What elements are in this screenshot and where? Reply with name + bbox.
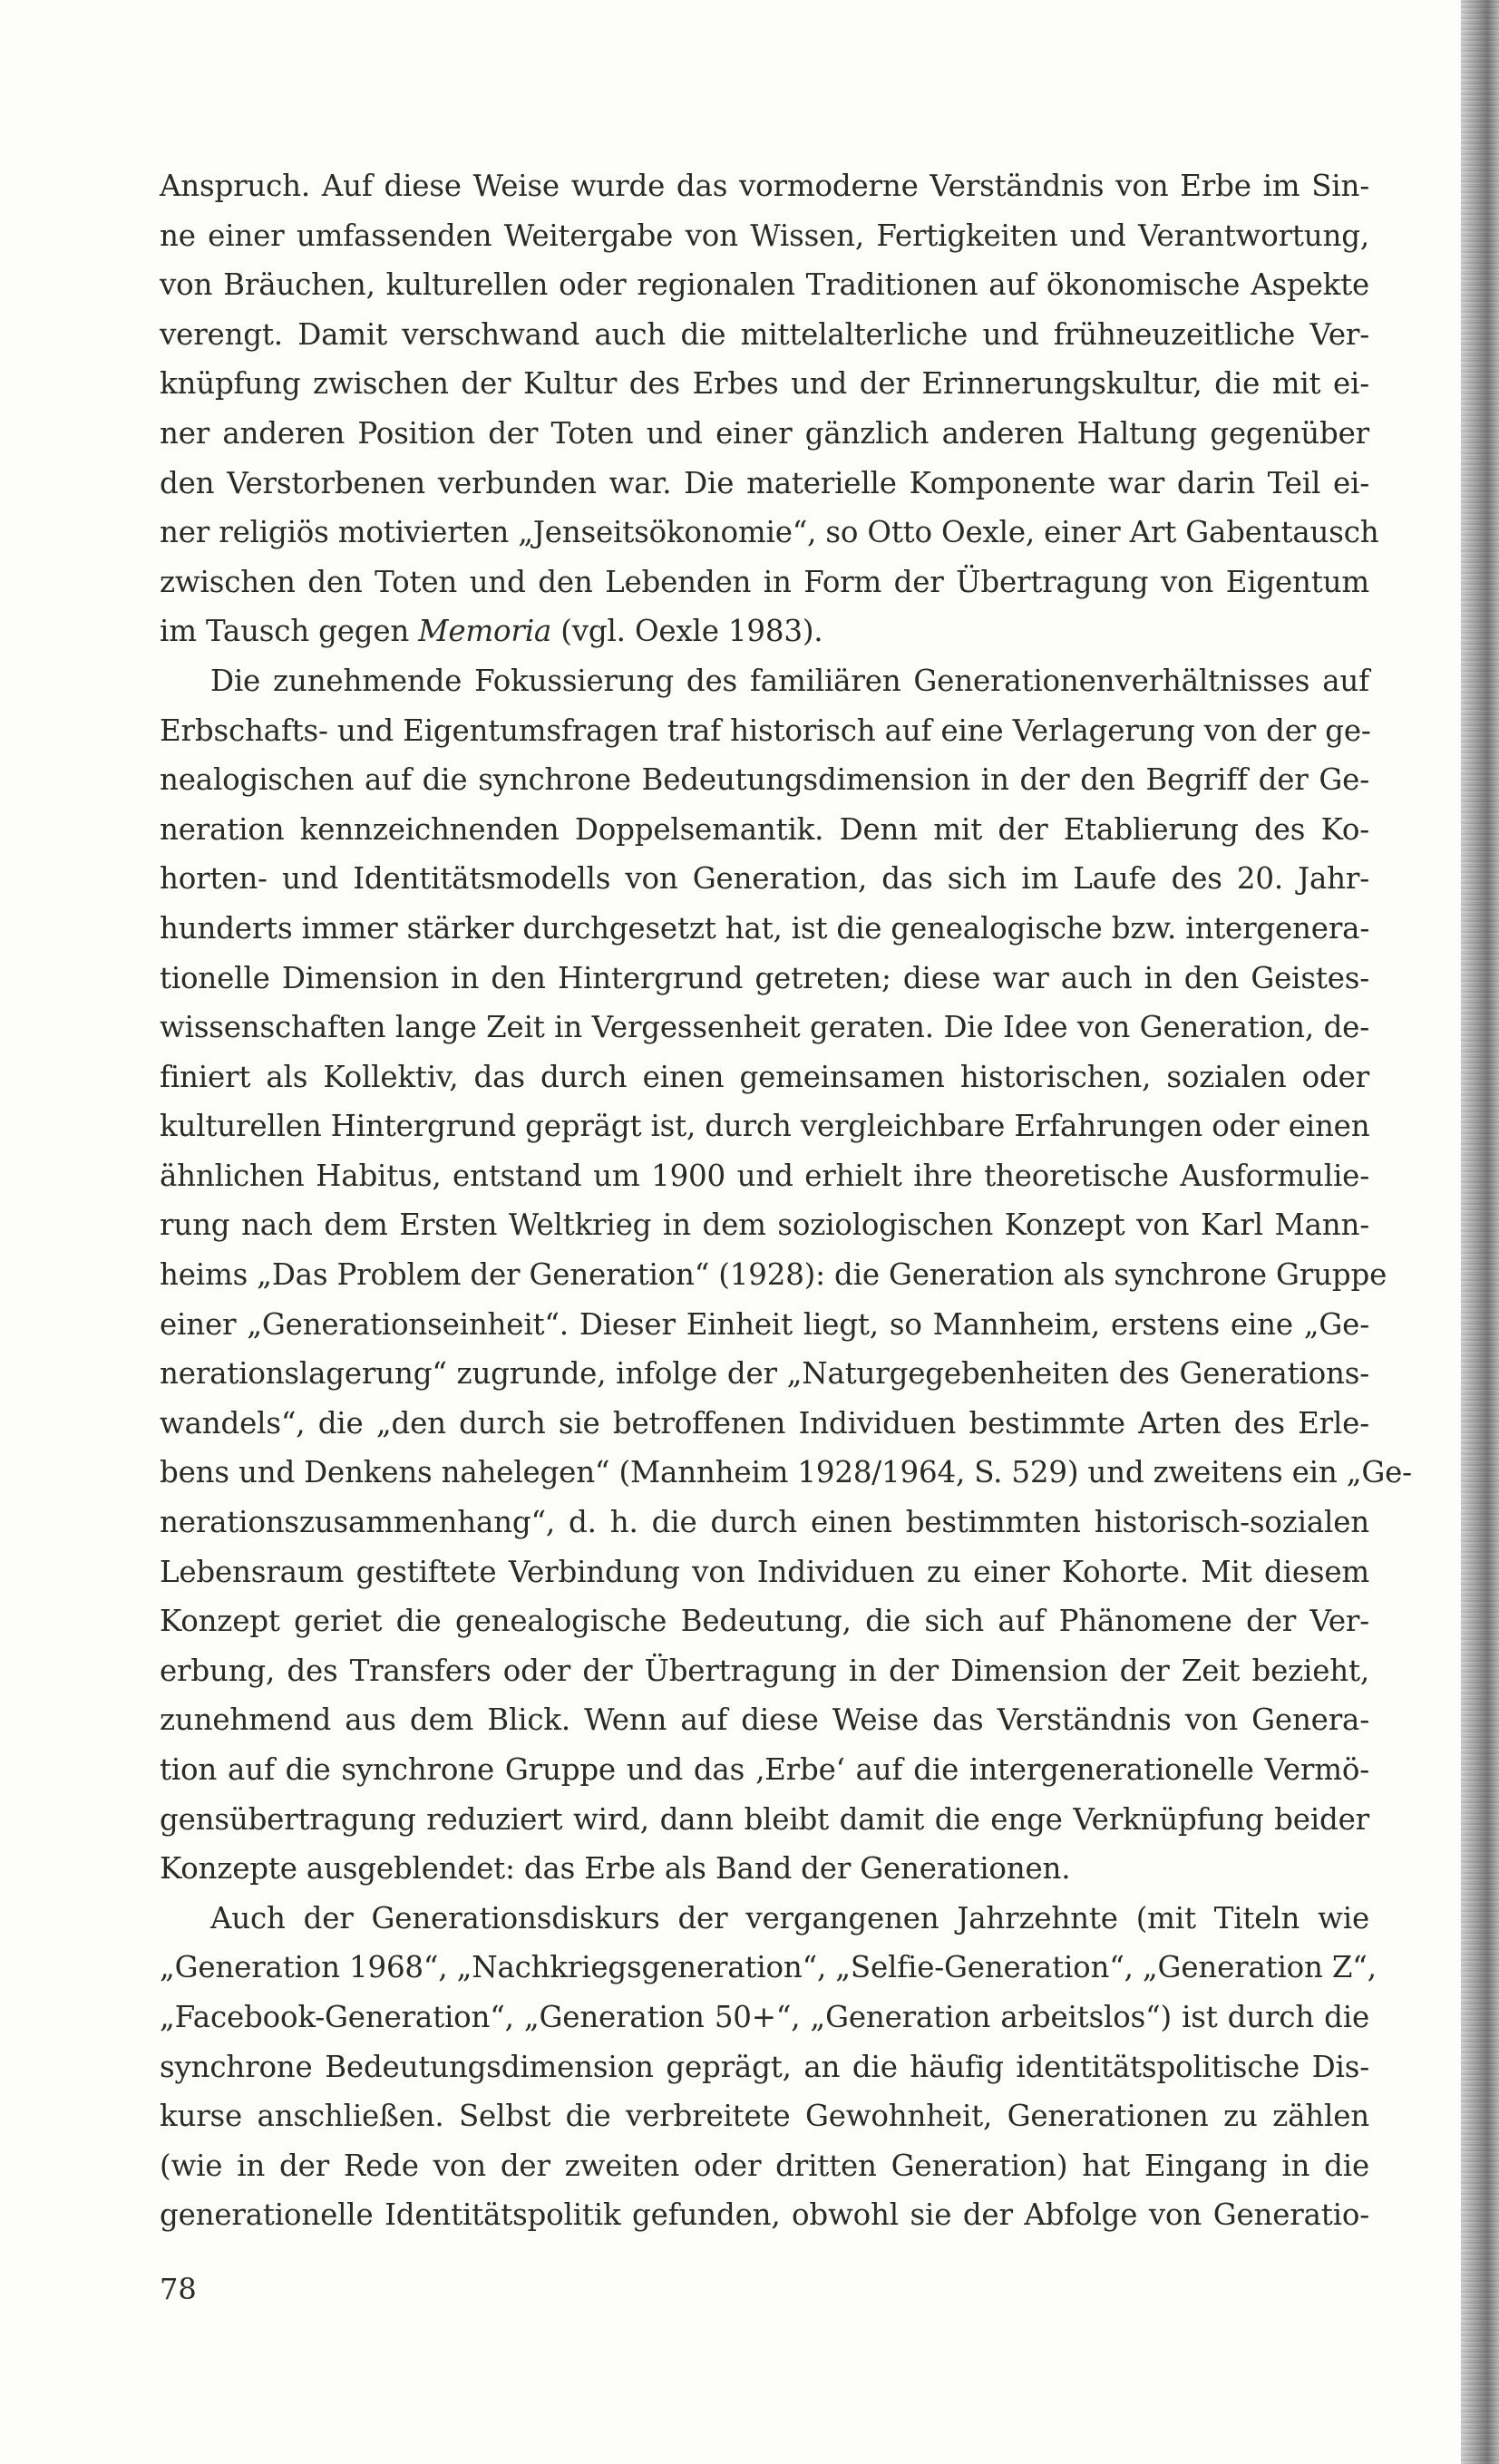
text-line: ähnlichen Habitus, entstand um 1900 und erhielt ihre theoretische Ausformulie- [160,1158,1369,1193]
text-line: Erbschafts- und Eigentumsfragen traf historisch auf eine Verlagerung von der ge- [160,713,1371,748]
text-line: kulturellen Hintergrund geprägt ist, durch vergleichbare Erfahrungen oder einen [160,1109,1370,1144]
text-line: nerationslagerung“ zugrunde, infolge der „Naturgegebenheiten des Generations- [160,1356,1369,1392]
text-line: nealogischen auf die synchrone Bedeutungsdimension in der den Begriff der Ge- [160,762,1369,798]
text-line: rung nach dem Ersten Weltkrieg in dem soziologischen Konzept von Karl Mann- [160,1208,1369,1243]
text-line: „Generation 1968“, „Nachkriegsgeneration“, „Selfie-Generation“, „Generation Z“, [160,1950,1377,1985]
text-line: neration kennzeichnenden Doppelsemantik. Denn mit der Etablierung des Ko- [160,811,1369,847]
text-line: zwischen den Toten und den Lebenden in Form der Übertragung von Eigentum [160,564,1369,599]
text-line: ner religiös motivierten „Jenseitsökonomie“, so Otto Oexle, einer Art Gabentausch [160,515,1379,550]
text-line: im Tausch gegen Memoria (vgl. Oexle 1983). [160,614,823,649]
paragraph [160,1894,1377,2240]
text-line: knüpfung zwischen der Kultur des Erbes und der Erinnerungskultur, die mit ei- [160,366,1369,402]
text-line: nerationszusammenhang“, d. h. die durch einen bestimmten historisch-sozialen [160,1505,1369,1540]
text-line: erbung, des Transfers oder der Übertragung in der Dimension der Zeit bezieht, [160,1653,1369,1688]
text-line: finiert als Kollektiv, das durch einen gemeinsamen historischen, sozialen oder [160,1059,1369,1094]
text-line: tion auf die synchrone Gruppe und das ‚Erbe‘ auf die intergenerationelle Vermö- [160,1752,1369,1787]
paragraph [160,161,1379,656]
text-line: Konzepte ausgeblendet: das Erbe als Band der Generationen. [160,1851,1071,1887]
text-line: bens und Denkens nahelegen“ (Mannheim 1928/1964, S. 529) und zweitens ein „Ge- [160,1455,1412,1490]
page-number: 78 [160,2272,197,2306]
text-line: Die zunehmende Fokussierung des familiären Generationenverhältnisses auf [210,663,1369,698]
text-line: (wie in der Rede von der zweiten oder dritten Generation) hat Eingang in die [160,2148,1369,2183]
text-line: Lebensraum gestiftete Verbindung von Individuen zu einer Kohorte. Mit diesem [160,1554,1369,1589]
scan-edge-shadow [1461,0,1499,2464]
text-line: „Facebook-Generation“, „Generation 50+“, „Generation arbeitslos“) ist durch die [160,1999,1369,2034]
text-line: ne einer umfassenden Weitergabe von Wissen, Fertigkeiten und Verantwortung, [160,218,1369,253]
text-line: von Bräuchen, kulturellen oder regionalen Traditionen auf ökonomische Aspekte [160,267,1369,303]
text-line: wissenschaften lange Zeit in Vergessenheit geraten. Die Idee von Generation, de- [160,1010,1369,1045]
italic-term: Memoria [418,614,552,649]
body-text [160,161,1412,2240]
text-line: kurse anschließen. Selbst die verbreitete Gewohnheit, Generationen zu zählen [160,2099,1369,2134]
text-line: hunderts immer stärker durchgesetzt hat, ist die genealogische bzw. intergenera- [160,910,1370,946]
text-line: horten- und Identitätsmodells von Generation, das sich im Laufe des 20. Jahr- [160,861,1369,897]
text-line: Konzept geriet die genealogische Bedeutung, die sich auf Phänomene der Ver- [160,1604,1369,1639]
text-line: gensübertragung reduziert wird, dann bleibt damit die enge Verknüpfung beider [160,1801,1369,1837]
text-line: einer „Generationseinheit“. Dieser Einheit liegt, so Mannheim, erstens eine „Ge- [160,1306,1369,1342]
text-line: verengt. Damit verschwand auch die mittelalterliche und frühneuzeitliche Ver- [160,316,1369,352]
text-line: heims „Das Problem der Generation“ (1928): die Generation als synchrone Gruppe [160,1257,1387,1293]
text-line: generationelle Identitätspolitik gefunden, obwohl sie der Abfolge von Generatio- [160,2197,1369,2233]
text-line: ner anderen Position der Toten und einer gänzlich anderen Haltung gegenüber [160,415,1369,451]
text-line: den Verstorbenen verbunden war. Die materielle Komponente war darin Teil ei- [160,465,1369,500]
text-line: zunehmend aus dem Blick. Wenn auf diese Weise das Verständnis von Genera- [160,1702,1369,1738]
text-line: tionelle Dimension in den Hintergrund getreten; diese war auch in den Geistes- [160,960,1369,995]
text-line: synchrone Bedeutungsdimension geprägt, an die häufig identitätspolitische Dis- [160,2049,1369,2084]
text-line: wandels“, die „den durch sie betroffenen Individuen bestimmte Arten des Erle- [160,1405,1369,1441]
text-line: Anspruch. Auf diese Weise wurde das vormoderne Verständnis von Erbe im Sin- [160,169,1369,203]
paragraph [160,656,1412,1894]
text-line: Auch der Generationsdiskurs der vergangenen Jahrzehnte (mit Titeln wie [210,1900,1369,1935]
